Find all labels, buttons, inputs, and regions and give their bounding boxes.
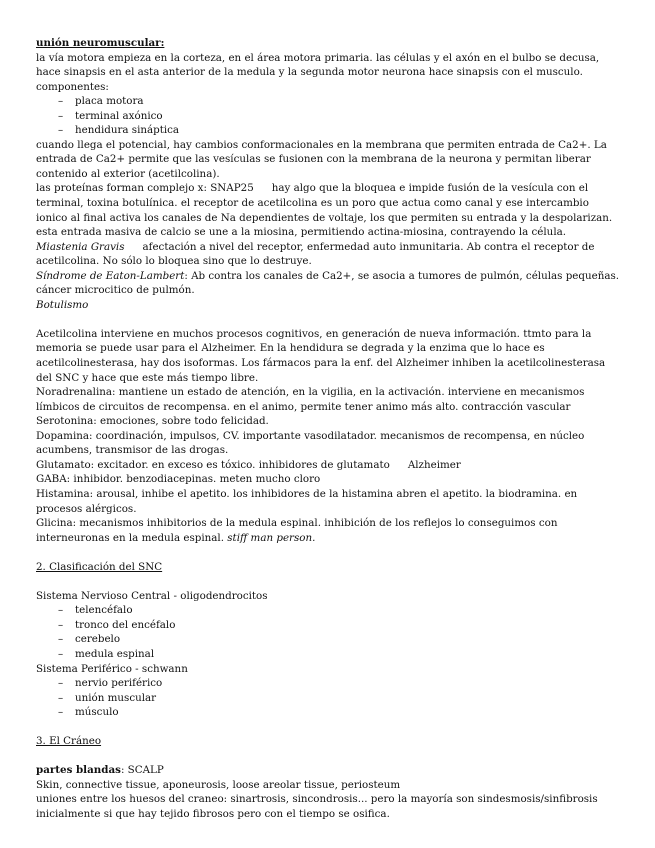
list-item: – hendidura sináptica xyxy=(58,123,621,138)
blank-line xyxy=(36,574,621,589)
paragraph-dopamina: Dopamina: coordinación, impulsos, CV. importante vasodilatador. mecanismos de recompensa, en núcleo acumbens, transmisor de las drogas. xyxy=(36,429,585,457)
proteins-part-a: las proteínas forman complejo x: SNAP25 xyxy=(36,182,254,195)
peripheral-label: Sistema Periférico - schwann xyxy=(36,662,188,675)
glicina-text: Glicina: mecanismos inhibitorios de la medula espinal. inhibición de los reflejos lo conseguimos con interneuronas en la medula espinal. xyxy=(36,517,558,544)
paragraph-soft-parts xyxy=(36,763,621,778)
blank-line xyxy=(36,312,621,327)
paragraph-histamina: Histamina: arousal, inhibe el apetito. los inhibidores de la histamina abren el apetito. la biodramina. en procesos alérgicos. xyxy=(36,487,578,515)
paragraph-motor-pathway: la vía motora empieza en la corteza, en el área motora primaria. las células y el axón en el bulbo se decusa, hace sinapsis en el asta anterior de la medula y la segunda motor neurona hace sinapsis con el musculo. xyxy=(36,51,600,79)
section-heading-neuromuscular: unión neuromuscular: xyxy=(36,37,165,49)
document-page xyxy=(36,36,621,822)
paragraph-noradrenalina: Noradrenalina: mantiene un estado de atención, en la vigilia, en la activación. interviene en mecanismos límbicos de circuitos de recompensa. en el animo, permite tener animo más alto. contracción vascular xyxy=(36,386,585,413)
list-item: – tronco del encéfalo xyxy=(58,618,621,633)
list-item: – nervio periférico xyxy=(58,676,621,691)
list-item: – telencéfalo xyxy=(58,603,621,618)
list-item: – músculo xyxy=(58,705,621,720)
glicina-italic: stiff man person. xyxy=(227,531,316,544)
peripheral-list xyxy=(36,676,621,720)
proteins-part-b: hay algo que la bloquea e impide fusión de la vesícula con el terminal, toxina botulínica. el receptor de acetilcolina es un poro que actua como canal y ese intercambio ionico al final activa los canales de Na dependientes de voltaje, los que permiten su entrada y la despolarizan. esta entrada masiva de calcio se une a la miosina, permitiendo actina-miosina, contrayendo la célula. xyxy=(36,182,613,239)
components-list xyxy=(36,94,621,138)
paragraph-scalp-layers: Skin, connective tissue, aponeurosis, loose areolar tissue, periosteum xyxy=(36,778,401,791)
paragraph-gaba: GABA: inhibidor. benzodiacepinas. meten mucho cloro xyxy=(36,473,321,486)
list-item: – cerebelo xyxy=(58,632,621,647)
blank-line xyxy=(36,749,621,764)
paragraph-serotonina: Serotonina: emociones, sobre todo felicidad. xyxy=(36,415,269,428)
components-label: componentes: xyxy=(36,80,109,93)
paragraph-glutamato xyxy=(36,458,621,473)
botulismo-line: Botulismo xyxy=(36,298,89,311)
miastenia-term: Miastenia Gravis xyxy=(36,240,125,253)
list-item: – medula espinal xyxy=(58,647,621,662)
paragraph-potential: cuando llega el potencial, hay cambios conformacionales en la membrana que permiten entrada de Ca2+. La entrada de Ca2+ permite que las vesículas se fusionen con la membrana de la neurona y permitan liberar contenido al exterior (acetilcolina). xyxy=(36,138,607,180)
paragraph-glicina xyxy=(36,516,621,545)
paragraph-eaton-lambert xyxy=(36,269,621,298)
eaton-lambert-text: : Ab contra los canales de Ca2+, se asocia a tumores de pulmón, células pequeñas. cáncer microcitico de pulmón. xyxy=(36,269,620,297)
glutamato-alzheimer: Alzheimer xyxy=(407,458,461,471)
central-label: Sistema Nervioso Central - oligodendrocitos xyxy=(36,589,268,602)
list-item: – terminal axónico xyxy=(58,109,621,124)
central-list xyxy=(36,603,621,661)
paragraph-miastenia xyxy=(36,240,621,269)
eaton-lambert-term: Síndrome de Eaton-Lambert xyxy=(36,269,185,282)
section-heading-clasificacion: 2. Clasificación del SNC xyxy=(36,560,163,573)
soft-parts-text: : SCALP xyxy=(120,764,164,777)
paragraph-unions: uniones entre los huesos del craneo: sinartrosis, sincondrosis... pero la mayoría son sindesmosis/sinfibrosis inicialmente si que hay tejido fibrosos pero con el tiempo se osifica. xyxy=(36,793,598,820)
list-item: – placa motora xyxy=(58,94,621,109)
soft-parts-label: partes blandas xyxy=(36,764,121,777)
blank-line xyxy=(36,720,621,735)
section-heading-craneo: 3. El Cráneo xyxy=(36,735,102,748)
glutamato-text: Glutamato: excitador. en exceso es tóxico. inhibidores de glutamato xyxy=(36,458,390,471)
paragraph-acetilcolina: Acetilcolina interviene en muchos procesos cognitivos, en generación de nueva información. ttmto para la memoria se puede usar para el Alzheimer. En la hendidura se degrada y la enzima que lo hace es acetilcolinesterasa, hay dos isoformas. Los fármacos para la enf. del Alzheimer inhiben la acetilcolinesterasa del SNC y hace que este más tiempo libre. xyxy=(36,327,606,384)
miastenia-text: afectación a nivel del receptor, enfermedad auto inmunitaria. Ab contra el receptor de acetilcolina. No sólo lo bloquea sino que lo destruye. xyxy=(36,240,595,268)
paragraph-proteins xyxy=(36,181,621,239)
list-item: – unión muscular xyxy=(58,691,621,706)
blank-line xyxy=(36,545,621,560)
